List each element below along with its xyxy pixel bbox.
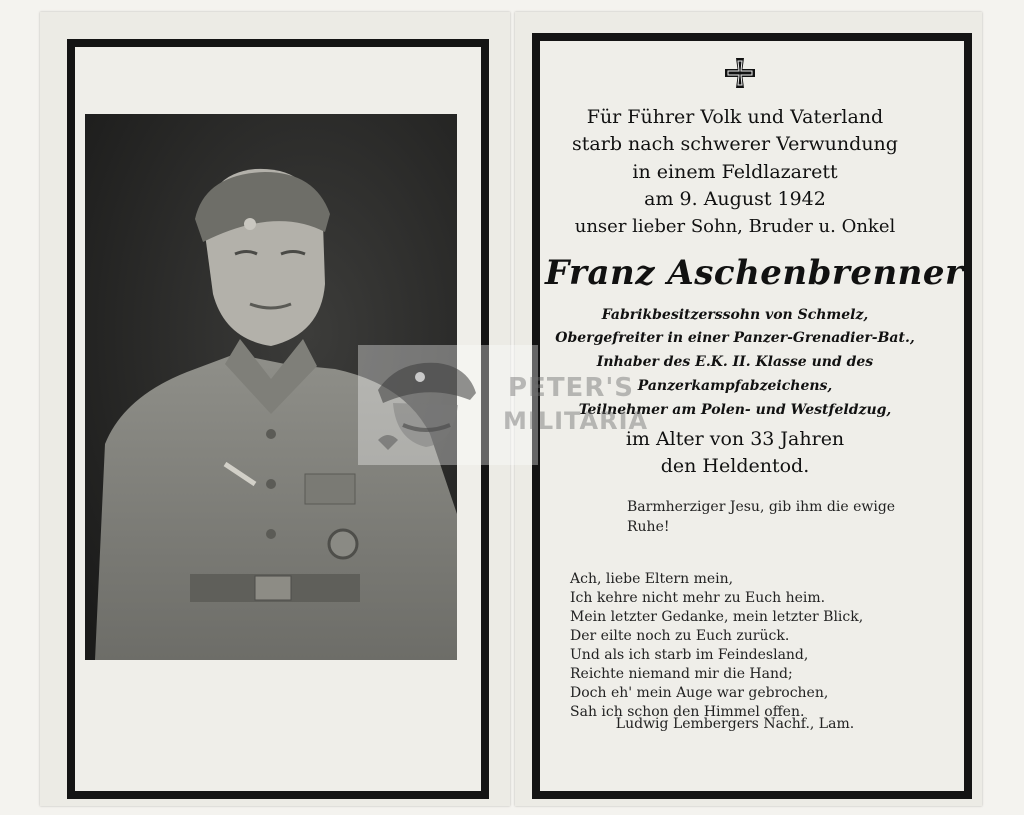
soldier-head-logo bbox=[358, 345, 538, 465]
age-line: im Alter von 33 Jahren bbox=[625, 428, 845, 450]
poem-line: Doch eh' mein Auge war gebrochen, bbox=[570, 685, 829, 701]
detail-line: Inhaber des E.K. II. Klasse und des bbox=[596, 354, 874, 370]
dedication-line-2: starb nach schwerer Verwundung bbox=[572, 133, 898, 155]
watermark bbox=[358, 345, 649, 465]
detail-line: Obergefreiter in einer Panzer-Grenadier-Bat., bbox=[555, 330, 915, 346]
poem-line: Ich kehre nicht mehr zu Euch heim. bbox=[570, 590, 826, 606]
death-date: am 9. August 1942 bbox=[644, 188, 826, 210]
poem bbox=[570, 570, 890, 722]
detail-line: Teilnehmer am Polen- und Westfeldzug, bbox=[578, 402, 892, 418]
prayer-text: Barmherziger Jesu, gib ihm die ewige Ruhe! bbox=[627, 499, 896, 535]
watermark-line-2: MILITARIA bbox=[503, 407, 649, 435]
poem-line: Reichte niemand mir die Hand; bbox=[570, 666, 793, 682]
watermark-line-1: PETER'S bbox=[508, 373, 635, 403]
detail-line: Fabrikbesitzerssohn von Schmelz, bbox=[601, 307, 869, 323]
relation-line: unser lieber Sohn, Bruder u. Onkel bbox=[574, 216, 896, 237]
printer-credit: Ludwig Lembergers Nachf., Lam. bbox=[615, 716, 855, 732]
poem-line: Sah ich schon den Himmel offen. bbox=[570, 704, 805, 720]
poem-line: Der eilte noch zu Euch zurück. bbox=[570, 628, 790, 644]
dedication-line-1: Für Führer Volk und Vaterland bbox=[586, 106, 884, 128]
dedication-line-3: in einem Feldlazarett bbox=[632, 161, 838, 183]
deceased-name: Franz Aschenbrenner bbox=[545, 253, 964, 293]
detail-line: Panzerkampfabzeichens, bbox=[637, 378, 833, 394]
poem-line: Mein letzter Gedanke, mein letzter Blick, bbox=[570, 609, 864, 625]
death-line: den Heldentod. bbox=[660, 455, 810, 477]
poem-line: Ach, liebe Eltern mein, bbox=[570, 571, 734, 587]
poem-line: Und als ich starb im Feindesland, bbox=[570, 647, 809, 663]
iron-cross-icon bbox=[723, 56, 757, 90]
